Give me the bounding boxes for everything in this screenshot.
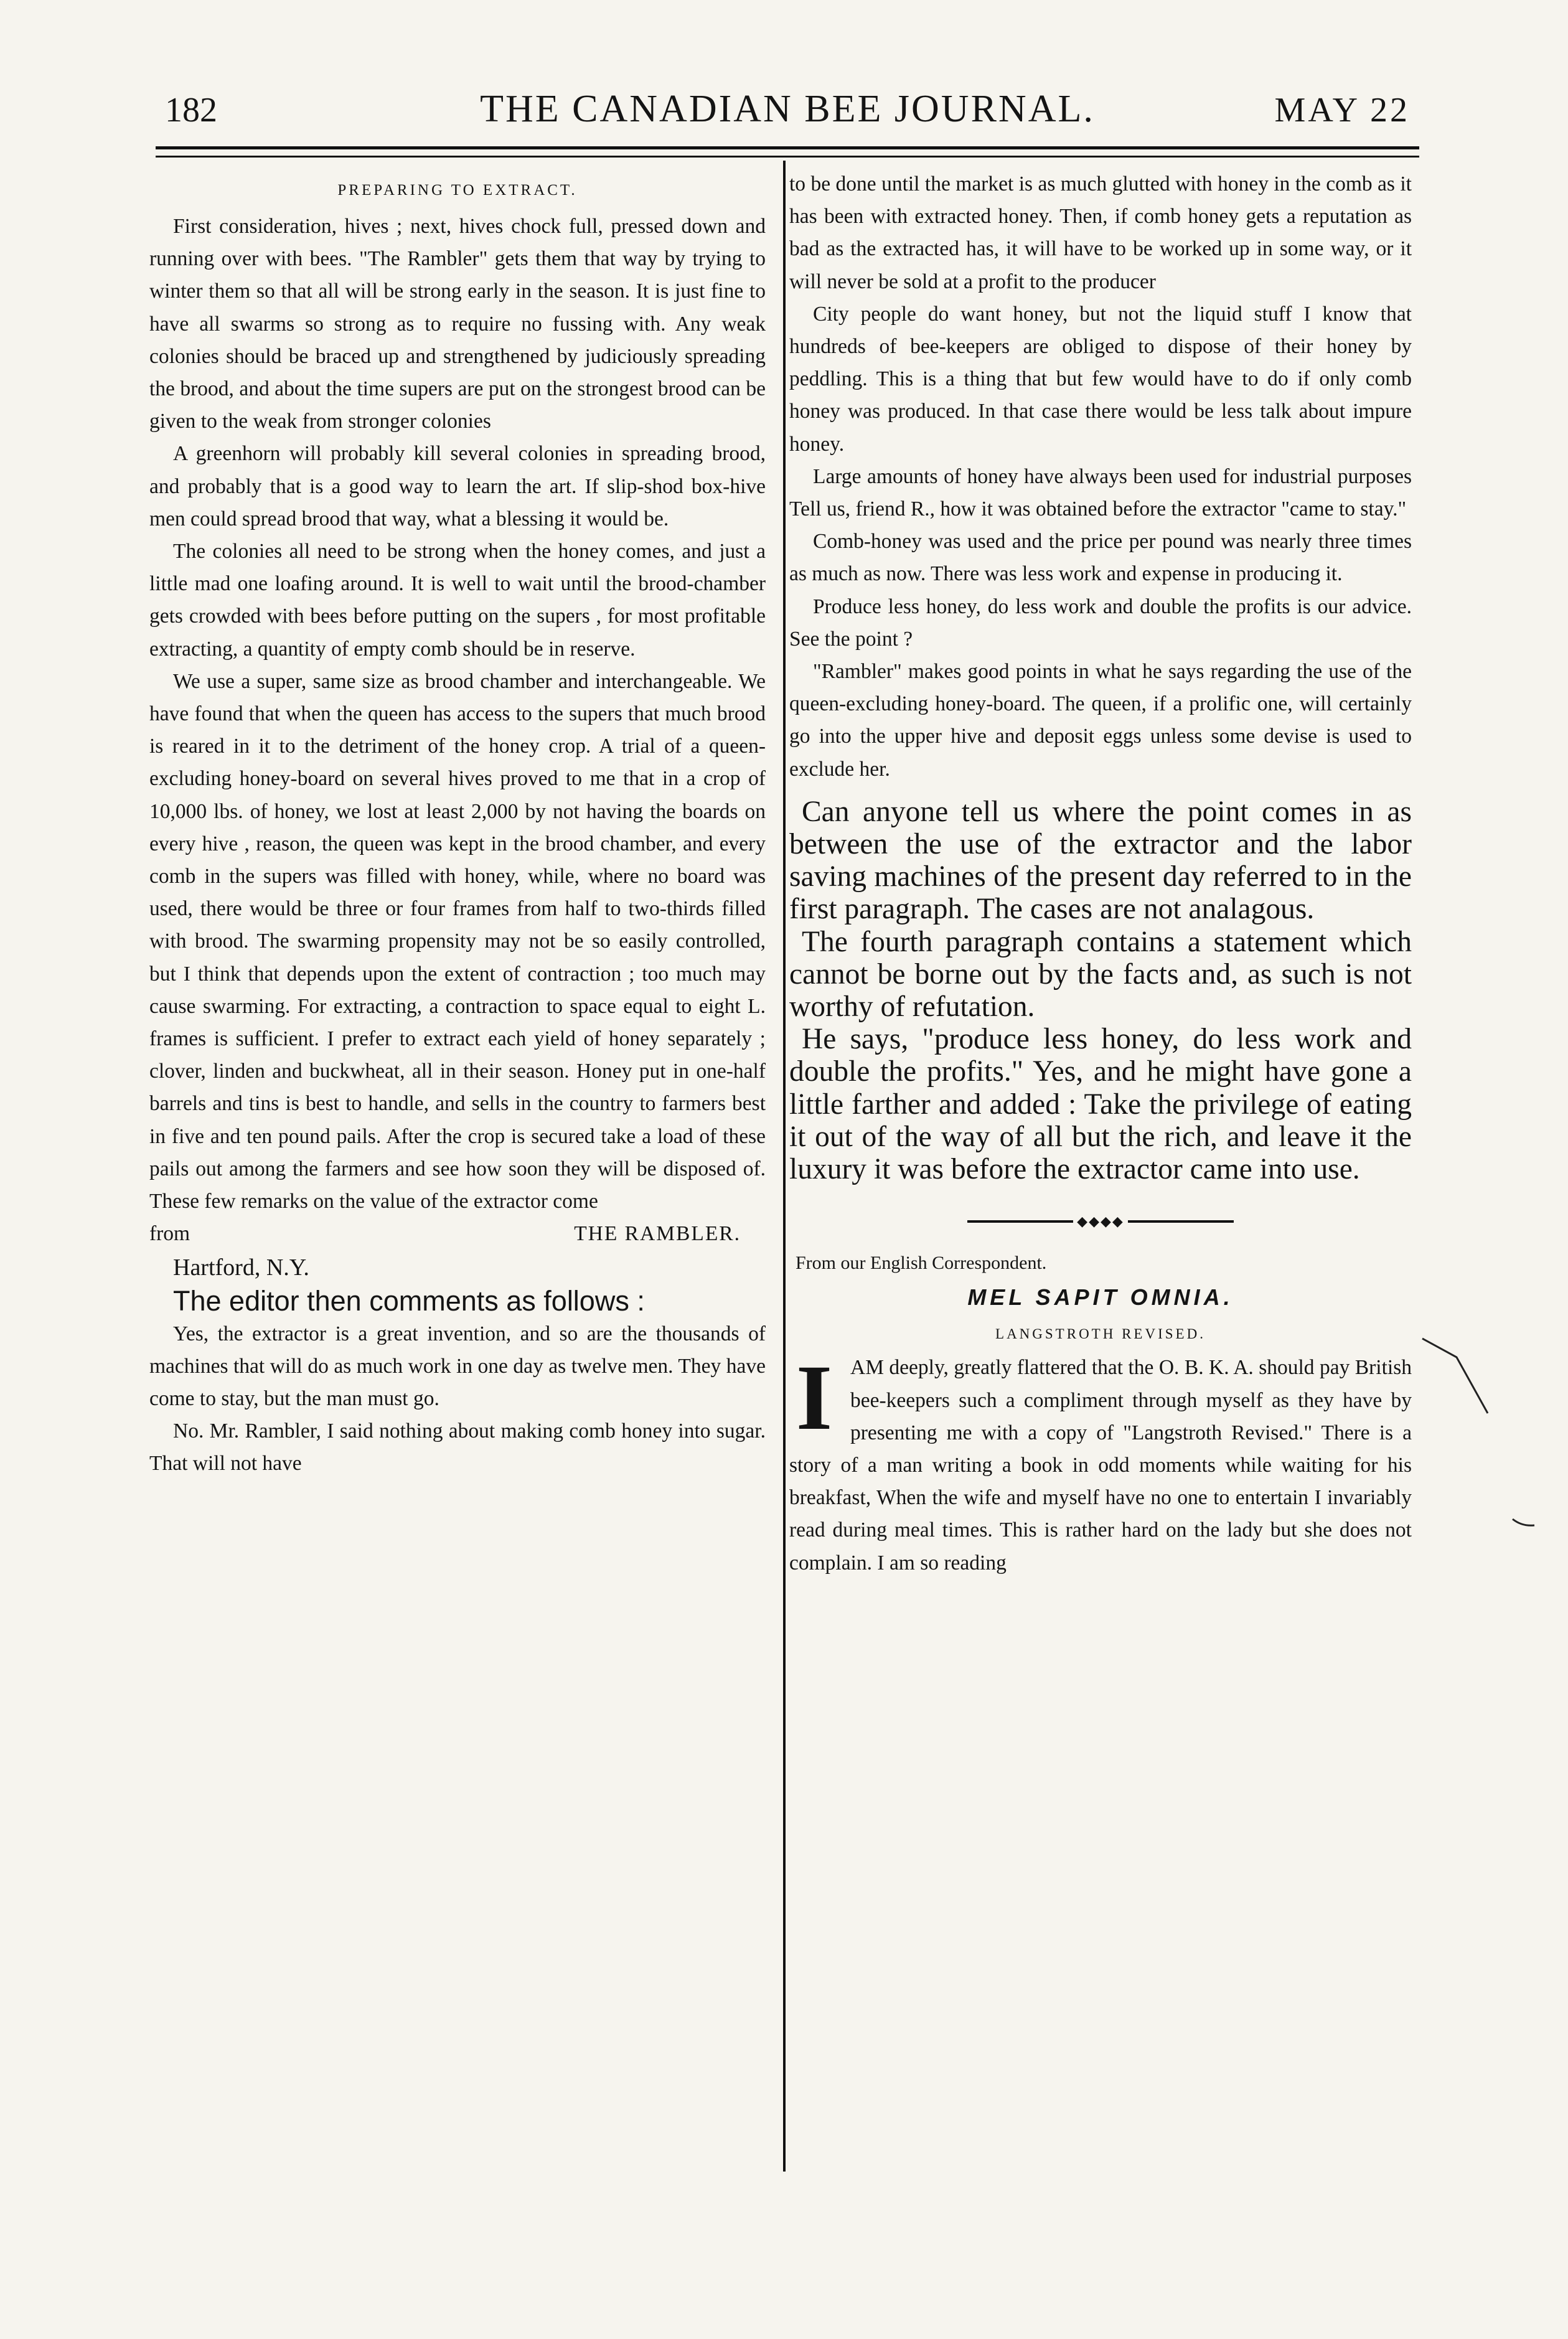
paragraph: He says, "produce less honey, do less work and double the profits." Yes, and he might have gone a little farther and added : Take the privilege of eating it out of the way of all but the rich, and leave it the luxury it was before the extractor came into use. — [789, 1023, 1412, 1186]
column-divider — [783, 161, 786, 2172]
section-ornament — [789, 1213, 1412, 1230]
correspondent-line: From our English Correspondent. — [796, 1253, 1047, 1274]
section-title: MEL SAPIT OMNIA. — [967, 1284, 1234, 1311]
signature-line — [149, 1218, 766, 1250]
article-body — [149, 210, 766, 1218]
ornament-line — [967, 1220, 1073, 1223]
author-place: Hartford, N.Y. — [173, 1254, 309, 1281]
right-column — [789, 168, 1412, 2173]
ornament-line — [1128, 1220, 1234, 1223]
drop-cap: I — [796, 1346, 833, 1450]
header-rule-thin — [156, 156, 1419, 158]
paragraph: The fourth paragraph contains a statement which cannot be borne out by the facts and, as such is not worthy of refutation. — [789, 925, 1412, 1024]
paragraph: Produce less honey, do less work and double the profits is our advice. See the point ? — [789, 595, 1412, 651]
journal-title: THE CANADIAN BEE JOURNAL. — [480, 88, 1095, 130]
paragraph: A greenhorn will probably kill several colonies in spreading brood, and probably that is a good way to learn the art. If slip-shod box-hive men could spread brood that way, what a blessing it would be. — [149, 442, 766, 530]
paragraph: We use a super, same size as brood chamber and interchangeable. We have found that when the queen has access to the supers that much brood is reared in it to the detriment of the honey crop. A trial of a queen-excluding honey-board on several hives proved to me that in a crop of 10,000 lbs. of honey, we lost at least 2,000 by not having the boards on every hive , reason, the queen was kept in the brood chamber, and every comb in the supers was filled with honey, while, where no board was used, there would be three or four frames from half to two-thirds filled with brood. The swarming propensity may not be so easily controlled, but I think that depends upon the extent of contraction ; too much may cause swarming. For extracting, a contraction to space equal to eight L. frames is sufficient. I prefer to extract each yield of honey separately ; clover, linden and buckwheat, all in their season. Honey put in one-half barrels and tins is best to handle, and sells in the country to farmers best in five and ten pound pails. After the crop is secured take a load of these pails out among the farmers and see how soon they will be disposed of. These few remarks on the value of the extractor come — [149, 669, 766, 1213]
article-heading: PREPARING TO EXTRACT. — [337, 182, 578, 199]
header-rule-thick — [156, 146, 1419, 149]
editor-comments — [149, 1318, 766, 1480]
paragraph: Yes, the extractor is a great invention, and so are the thousands of machines that will do as much work in one day as twelve men. They have come to stay, but the man must go. — [149, 1322, 766, 1410]
issue-date: MAY 22 — [1274, 91, 1410, 129]
page-number: 182 — [165, 91, 217, 129]
margin-pen-marks — [1419, 1332, 1544, 1569]
paragraph: Comb-honey was used and the price per pound was nearly three times as much as now. There was less work and expense in producing it. — [789, 530, 1412, 586]
editor-intro: The editor then comments as follows : — [173, 1284, 645, 1317]
paragraph: AM deeply, greatly flattered that the O. B. K. A. should pay British bee-keepers such a compliment through myself as they have by presenting me with a copy of "Langstroth Revised." There is a story of a man writing a book in odd moments while waiting for his breakfast, When the wife and myself have no one to entertain I invariably read during meal times. This is rather hard on the lady but she does not complain. I am so reading — [789, 1356, 1412, 1574]
author-name: THE RAMBLER. — [574, 1222, 741, 1246]
left-column — [149, 168, 766, 2173]
paragraph: Large amounts of honey have always been used for industrial purposes Tell us, friend R., how it was obtained before the extractor "came to stay." — [789, 464, 1412, 521]
paragraph: City people do want honey, but not the liquid stuff I know that hundreds of bee-keepers are obliged to dispose of their honey by peddling. This is a thing that but few would have to do if only comb honey was produced. In that case there would be less talk about impure honey. — [789, 302, 1412, 456]
paragraph: to be done until the market is as much glutted with honey in the comb as it has been with extracted honey. Then, if comb honey gets a reputation as bad as the extracted has, it will have to be worked up in some way, or it will never be sold at a profit to the producer — [789, 172, 1412, 293]
paragraph: The colonies all need to be strong when the honey comes, and just a little mad one loafing around. It is well to wait until the brood-chamber gets crowded with bees before putting on the supers , for most profitable extracting, a quantity of empty comb should be in reserve. — [149, 540, 766, 661]
paragraph: "Rambler" makes good points in what he says regarding the use of the queen-excluding honey-board. The queen, if a prolific one, will certainly go into the upper hive and deposit eggs unless some devise is used to exclude her. — [789, 660, 1412, 781]
page-header — [159, 87, 1416, 137]
subsection-title: LANGSTROTH REVISED. — [995, 1326, 1206, 1342]
paragraph: First consideration, hives ; next, hives chock full, pressed down and running over with bees. "The Rambler" gets them that way by trying to winter them so that all will be strong early in the season. It is just fine to have all swarms so strong as to require no fussing with. Any weak colonies should be braced up and strengthened by judiciously spreading the brood, and about the time supers are put on the strongest brood can be given to the weak from stronger colonies — [149, 215, 766, 433]
from-word: from — [149, 1222, 190, 1246]
paragraph: No. Mr. Rambler, I said nothing about making comb honey into sugar. That will not have — [149, 1419, 766, 1475]
final-paragraph-block — [789, 1346, 1412, 1579]
large-type-comments — [789, 796, 1412, 1185]
ornament-dots: ◆◆◆◆ — [1077, 1213, 1124, 1230]
continued-body — [789, 168, 1412, 786]
paragraph: Can anyone tell us where the point comes in as between the use of the extractor and the labor saving machines of the present day referred to in the first paragraph. The cases are not analagous. — [789, 795, 1412, 926]
